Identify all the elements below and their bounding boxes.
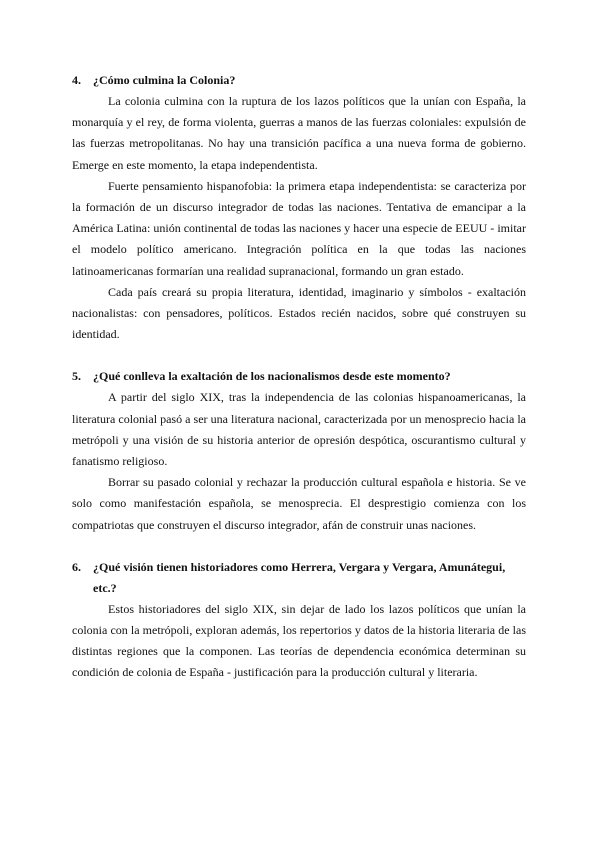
section-4	[72, 70, 526, 345]
paragraph: Borrar su pasado colonial y rechazar la producción cultural española e historia. Se ve solo como manifestación española, se menosprecia. El desprestigio comienza con los compatriotas que construyen el discurso integrador, afán de construir unas naciones.	[72, 475, 526, 532]
paragraph: Estos historiadores del siglo XIX, sin dejar de lado los lazos políticos que unían la colonia con la metrópoli, exploran además, los repertorios y datos de la historia literaria de las distintas regiones que la componen. Las teorías de dependencia económica determinan su condición de colonia de España - justificación para la producción cultural y literaria.	[72, 601, 526, 680]
section-question: ¿Qué conlleva la exaltación de los nacionalismos desde este momento?	[93, 369, 451, 384]
section-heading	[72, 557, 526, 599]
paragraph: Cada país creará su propia literatura, identidad, imaginario y símbolos - exaltación nacionalistas: con pensadores, políticos. Estados recién nacidos, sobre qué construyen su identidad.	[72, 284, 526, 342]
section-6	[72, 557, 526, 684]
section-question: ¿Cómo culmina la Colonia?	[93, 73, 236, 87]
paragraph: Fuerte pensamiento hispanofobia: la primera etapa independentista: se caracteriza por la formación de un discurso integrador de todas las naciones. Tentativa de emancipar a la América Latina: unión continental de todas las naciones y hacer una especie de EEUU - imitar el modelo político americano. Integración política en la que todas las naciones latinoamericanas formarían una realidad supranacional, formando un gran estado.	[72, 178, 526, 278]
section-heading	[72, 366, 526, 387]
paragraph: A partir del siglo XIX, tras la independencia de las colonias hispanoamericanas, la literatura colonial pasó a ser una literatura nacional, caracterizada por un menosprecio hacia la metrópoli y una visión de su historia anterior de opresión despótica, oscurantismo cultural y fanatismo religioso.	[72, 390, 526, 469]
document-page	[72, 70, 526, 684]
section-question: ¿Qué visión tienen historiadores como Herrera, Vergara y Vergara, Amunátegui, etc.?	[93, 559, 506, 595]
paragraph: La colonia culmina con la ruptura de los lazos políticos que la unían con España, la monarquía y el rey, de forma violenta, guerras a manos de las fuerzas coloniales: expulsión de las fuerzas metropolitanas. No hay una transición pacífica a una nueva forma de gobierno. Emerge en este momento, la etapa independentista.	[72, 94, 526, 172]
section-heading	[72, 70, 526, 91]
section-number: 4.	[72, 73, 81, 87]
section-5	[72, 366, 526, 535]
section-number: 6.	[72, 559, 81, 574]
section-number: 5.	[72, 369, 81, 384]
